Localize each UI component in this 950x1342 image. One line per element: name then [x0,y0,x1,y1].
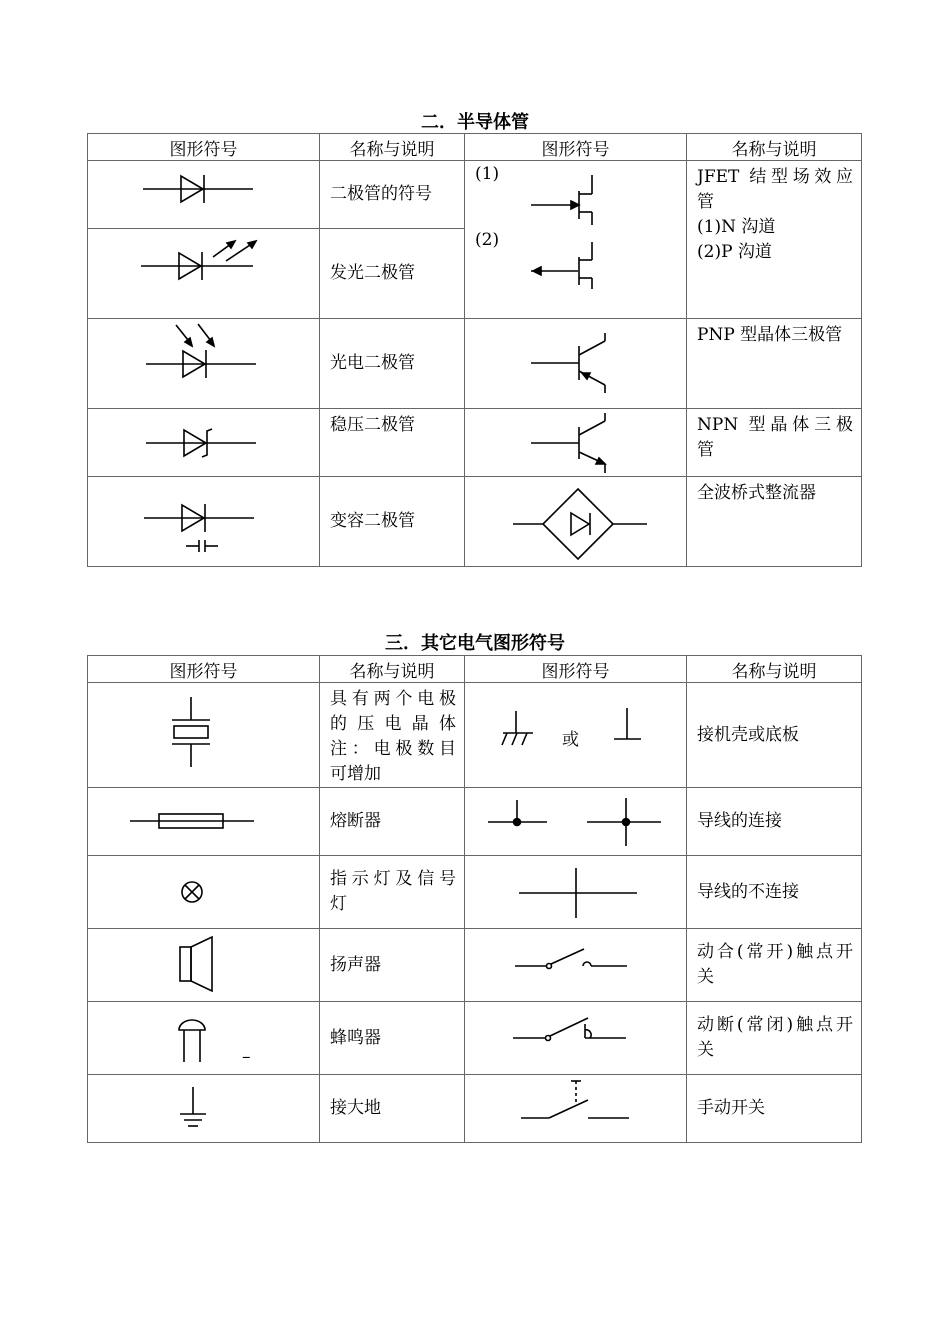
piezo-description: 具有两个电极 的 压 电 晶 体 注：电极数目 可增加 [320,683,465,788]
table-cell-name: 光电二极管 [320,319,465,409]
npn-description: NPN 型晶体三极 管 [687,409,862,477]
electrical-symbols-table [87,655,862,1143]
table-cell-name: 熔断器 [320,788,465,856]
section-title: 二．半导体管 [421,112,529,133]
table-cell-name: PNP 型晶体三极管 [687,319,862,409]
table-cell-name: 接机壳或底板 [687,683,862,788]
header-name: 名称与说明 [320,656,465,683]
manual-switch-icon [465,1075,687,1143]
table-cell-name: 手动开关 [687,1075,862,1143]
jfet-label-1: (1) [475,164,500,184]
table-cell-name: 稳压二极管 [320,409,465,477]
piezo-crystal-icon [88,683,320,788]
table-cell-name: 变容二极管 [320,477,465,567]
fuse-icon [88,788,320,856]
header-name: 名称与说明 [687,656,862,683]
buzzer-icon [88,1002,320,1075]
diode-symbol-icon [88,161,320,229]
table-cell-name: 导线的连接 [687,788,862,856]
lamp-description: 指示灯及信号 灯 [320,856,465,929]
jfet-description: JFET 结型场效应 管 (1)N 沟道 (2)P 沟道 [687,161,862,319]
jfet-symbol-icon [465,161,687,319]
wire-crossing-icon [465,856,687,929]
normally-closed-contact-icon [465,1002,687,1075]
speaker-icon [88,929,320,1002]
chassis-ground-icon [465,683,687,788]
npn-transistor-icon [465,409,687,477]
earth-ground-icon [88,1075,320,1143]
table-cell-name: 蜂鸣器 [320,1002,465,1075]
buzzer-mark: – [242,1047,251,1067]
pnp-transistor-icon [465,319,687,409]
zener-diode-icon [88,409,320,477]
semiconductor-table [87,133,862,567]
header-name: 名称与说明 [320,134,465,161]
table-cell-name: 导线的不连接 [687,856,862,929]
wire-junction-icon [465,788,687,856]
jfet-label-2: (2) [475,230,500,250]
table-cell-name: 接大地 [320,1075,465,1143]
bridge-rectifier-icon [465,477,687,567]
indicator-lamp-icon [88,856,320,929]
header-symbol: 图形符号 [465,134,687,161]
table-cell-name: 全波桥式整流器 [687,477,862,567]
normally-open-contact-icon [465,929,687,1002]
led-symbol-icon [88,229,320,319]
nc-contact-description: 动断(常闭)触点开 关 [687,1002,862,1075]
table-cell-name: 扬声器 [320,929,465,1002]
header-symbol: 图形符号 [88,656,320,683]
header-symbol: 图形符号 [88,134,320,161]
section-title: 三．其它电气图形符号 [385,633,565,654]
table-cell-name: 二极管的符号 [320,161,465,229]
header-symbol: 图形符号 [465,656,687,683]
no-contact-description: 动合(常开)触点开 关 [687,929,862,1002]
header-name: 名称与说明 [687,134,862,161]
varactor-diode-icon [88,477,320,567]
photodiode-symbol-icon [88,319,320,409]
or-label: 或 [562,730,579,750]
table-cell-name: 发光二极管 [320,229,465,319]
